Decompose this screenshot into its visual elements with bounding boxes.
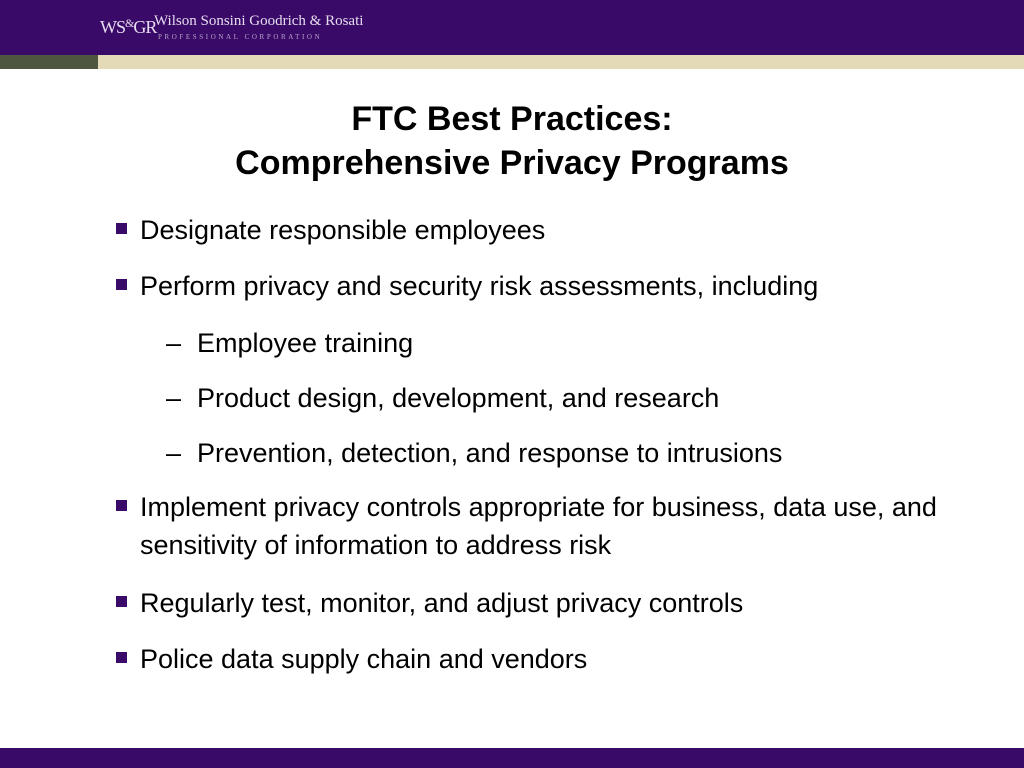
sub-bullet-text: Prevention, detection, and response to intrusions: [197, 438, 783, 468]
square-bullet-icon: [116, 279, 127, 290]
slide-title-line-1: FTC Best Practices:: [351, 100, 673, 138]
dash-bullet-marker: –: [166, 383, 182, 413]
bullet-text: Designate responsible employees: [140, 215, 546, 245]
dash-bullet-marker: –: [166, 328, 182, 358]
logo-monogram-amp: &: [125, 16, 134, 30]
logo-monogram-right: GR: [133, 17, 157, 37]
bullet-text: Perform privacy and security risk assessments, including: [140, 271, 819, 301]
square-bullet-icon: [116, 652, 127, 663]
bullet-text: Implement privacy controls appropriate for business, data use, and sensitivity of information to address risk: [140, 492, 937, 560]
sub-bullet-text: Employee training: [197, 328, 414, 358]
bullet-text: Police data supply chain and vendors: [140, 644, 588, 674]
logo-monogram-left: WS: [100, 17, 125, 37]
dash-bullet-marker: –: [166, 438, 182, 468]
firm-name: Wilson Sonsini Goodrich & Rosati: [154, 13, 364, 29]
bullet-text: Regularly test, monitor, and adjust privacy controls: [140, 588, 744, 618]
firm-subtitle: PROFESSIONAL CORPORATION: [158, 33, 323, 41]
sub-bullet-text: Product design, development, and research: [197, 383, 720, 413]
footer-bar: [0, 748, 1024, 768]
slide-title-line-2: Comprehensive Privacy Programs: [235, 144, 789, 182]
square-bullet-icon: [116, 500, 127, 511]
square-bullet-icon: [116, 596, 127, 607]
square-bullet-icon: [116, 223, 127, 234]
